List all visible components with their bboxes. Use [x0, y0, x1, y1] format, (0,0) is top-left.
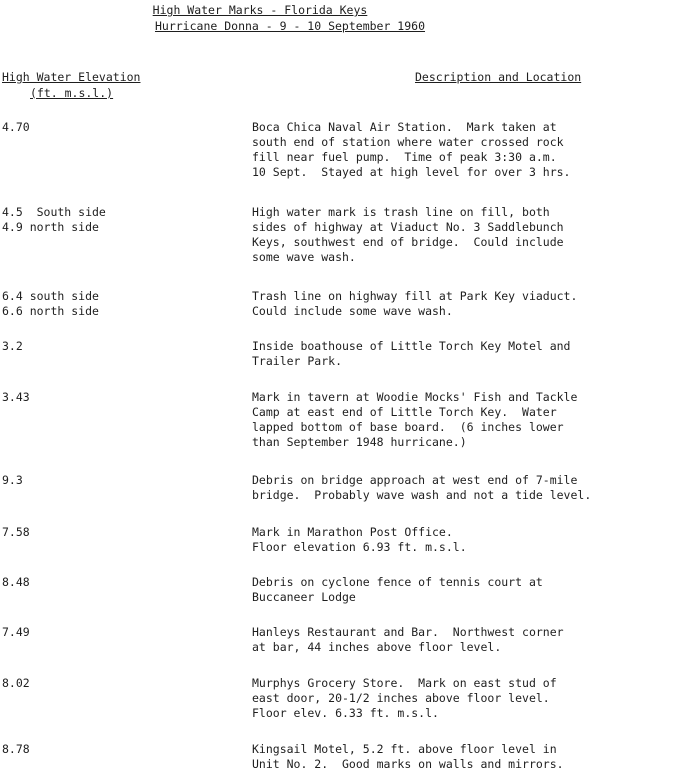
document-title: High Water Marks - Florida Keys [152, 3, 368, 17]
entry-description: Mark in tavern at Woodie Mocks' Fish and Tackle Camp at east end of Little Torch Key. Water lapped bottom of base board. (6 inches lower than September 1948 hurricane.) [252, 390, 578, 449]
entry-description: Trash line on highway fill at Park Key viaduct. Could include some wave wash. [252, 289, 578, 318]
entry-description: High water mark is trash line on fill, both sides of highway at Viaduct No. 3 Saddlebunch Keys, southwest end of bridge. Could include some wave wash. [252, 205, 564, 264]
entry-elevation: 8.02 [2, 676, 30, 690]
entry-elevation: 3.2 [2, 339, 23, 353]
entry-description: Debris on bridge approach at west end of 7-mile bridge. Probably wave wash and not a tide level. [252, 473, 592, 502]
entry-description: Kingsail Motel, 5.2 ft. above floor level in Unit No. 2. Good marks on walls and mirrors. [252, 742, 564, 771]
entry-description: Hanleys Restaurant and Bar. Northwest corner at bar, 44 inches above floor level. [252, 625, 564, 654]
elevation-column-header: High Water Elevation [2, 70, 141, 84]
description-column-header: Description and Location [415, 70, 582, 84]
entry-elevation: 3.43 [2, 390, 30, 404]
entry-elevation: 9.3 [2, 473, 23, 487]
entry-description: Debris on cyclone fence of tennis court at Buccaneer Lodge [252, 575, 543, 604]
entry-elevation: 4.70 [2, 120, 30, 134]
elevation-unit-header: (ft. m.s.l.) [30, 86, 114, 100]
entry-elevation: 8.48 [2, 575, 30, 589]
entry-elevation: 8.78 [2, 742, 30, 756]
entry-description: Mark in Marathon Post Office. Floor elevation 6.93 ft. m.s.l. [252, 525, 467, 554]
entry-elevation: 7.49 [2, 625, 30, 639]
entry-description: Murphys Grocery Store. Mark on east stud of east door, 20-1/2 inches above floor level. Floor elev. 6.33 ft. m.s.l. [252, 676, 557, 720]
entry-description: Boca Chica Naval Air Station. Mark taken at south end of station where water crossed rock fill near fuel pump. Time of peak 3:30 a.m. 10 Sept. Stayed at high level for over 3 hrs. [252, 120, 571, 179]
document-subtitle: Hurricane Donna - 9 - 10 September 1960 [154, 19, 426, 33]
entry-description: Inside boathouse of Little Torch Key Motel and Trailer Park. [252, 339, 571, 368]
entry-elevation: 7.58 [2, 525, 30, 539]
entry-elevation: 6.4 south side 6.6 north side [2, 289, 99, 318]
entry-elevation: 4.5 South side 4.9 north side [2, 205, 106, 234]
